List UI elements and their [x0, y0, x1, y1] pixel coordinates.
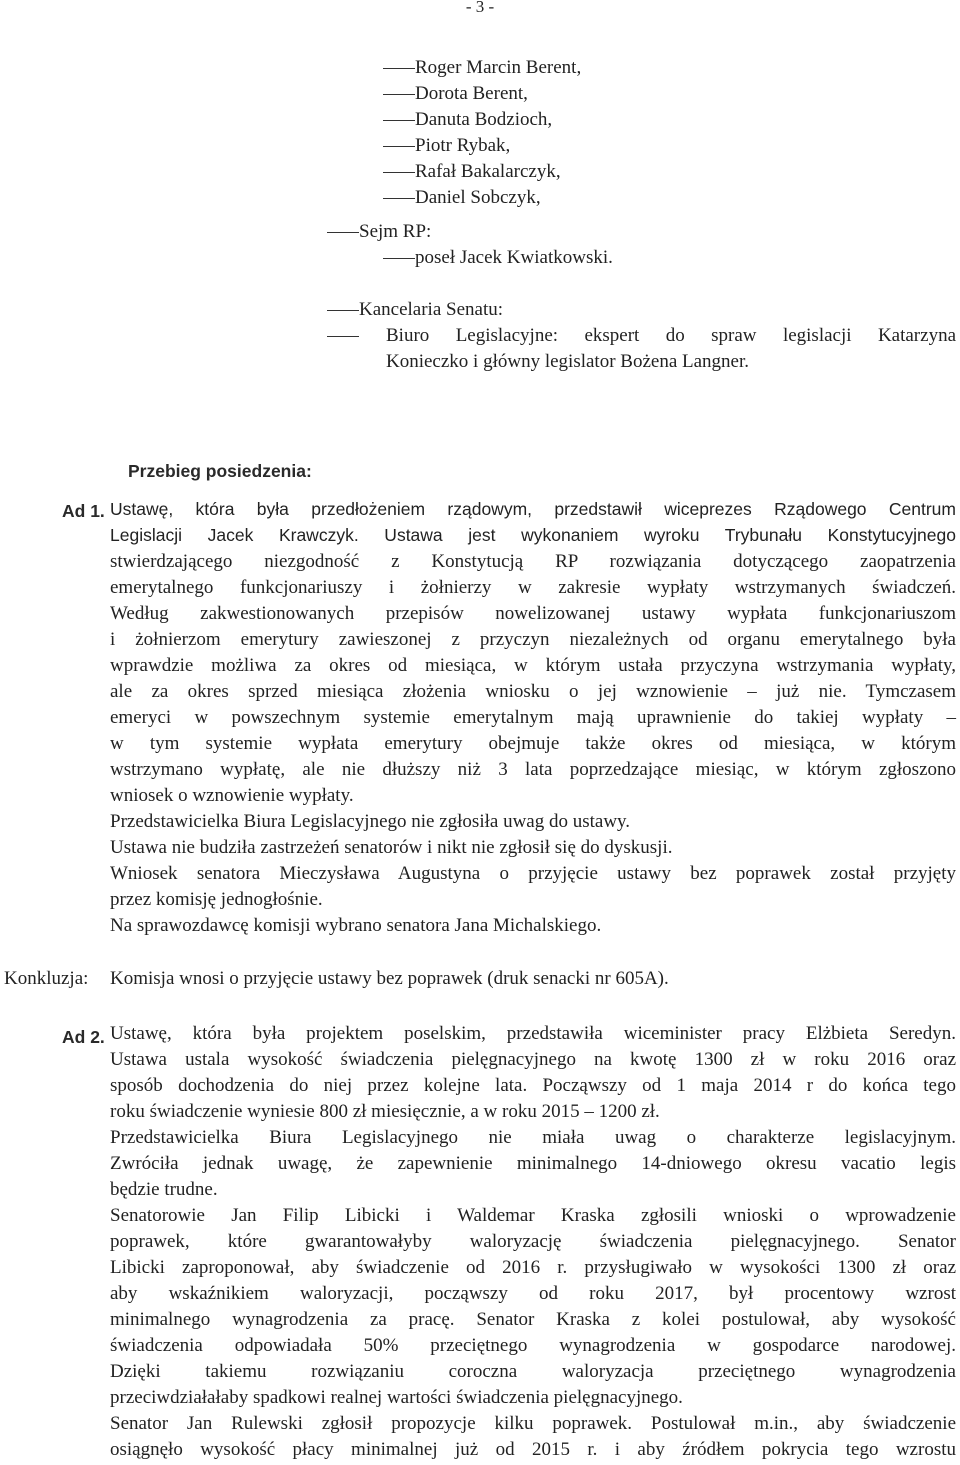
dash-bullet — [383, 258, 415, 259]
list-item — [383, 107, 552, 133]
dash-bullet — [383, 68, 415, 69]
paragraph-line: przeciwdziałałaby spadkowi realnej wartości świadczenia pielęgnacyjnego. — [110, 1387, 683, 1408]
paragraph-line: i żołnierzom emerytury zawieszonej z przyczyn niezależnych od organu emerytalnego była — [110, 629, 956, 650]
paragraph-line: wstrzymano wypłatę, ale nie dłuższy niż 3 lata poprzedzające miesiąc, w którym zgłoszono — [110, 759, 956, 780]
conclusion-label: Konkluzja: — [4, 968, 89, 989]
dash-bullet — [383, 146, 415, 147]
paragraph-line: wprawdzie możliwa za okres od miesiąca, w którym ustała przyczyna wstrzymania wypłaty, — [110, 655, 956, 676]
dash-bullet — [383, 120, 415, 121]
biuro-line: Biuro Legislacyjne: ekspert do spraw legislacji Katarzyna — [386, 325, 956, 346]
list-item — [383, 185, 541, 211]
paragraph-line: wniosek o wznowienie wypłaty. — [110, 785, 354, 806]
paragraph-line: poprawek, które gwarantowałyby waloryzację świadczenia pielęgnacyjnego. Senator — [110, 1231, 956, 1252]
paragraph-line: Przedstawicielka Biura Legislacyjnego nie miała uwag o charakterze legislacyjnym. — [110, 1127, 956, 1148]
paragraph-line: Libicki zaproponował, aby świadczenie od 2016 r. przysługiwało w wysokości 1300 zł oraz — [110, 1257, 956, 1278]
paragraph-line: minimalnego wynagrodzenia za pracę. Senator Kraska z kolei postulował, aby wysokość — [110, 1309, 956, 1330]
senator-name: Roger Marcin Berent, — [415, 57, 582, 78]
paragraph-line: roku świadczenie wyniesie 800 zł miesięcznie, a w roku 2015 – 1200 zł. — [110, 1101, 660, 1122]
paragraph-line: Ustawę, która była przedłożeniem rządowym, przedstawił wiceprezes Rządowego Centrum — [110, 499, 956, 519]
sejm-label: Sejm RP: — [359, 221, 432, 242]
ad2-body — [110, 1021, 956, 1463]
paragraph-line: emerytalnego funkcjonariuszy i żołnierzy w zakresie wypłaty wstrzymanych świadczeń. — [110, 577, 956, 598]
paragraph-line: Ustawę, która była projektem poselskim, przedstawiła wiceminister pracy Elżbieta Seredyn. — [110, 1023, 956, 1044]
conclusion-text: Komisja wnosi o przyjęcie ustawy bez poprawek (druk senacki nr 605A). — [110, 968, 669, 989]
list-item-continuation — [386, 349, 749, 375]
paragraph-line: będzie trudne. — [110, 1179, 218, 1200]
paragraph-line: Ustawa nie budziła zastrzeżeń senatorów i nikt nie zgłosił się do dyskusji. — [110, 837, 673, 858]
ad2-label: Ad 2. — [62, 1027, 105, 1047]
senator-name: Daniel Sobczyk, — [415, 187, 541, 208]
paragraph-line: stwierdzającego niezgodność z Konstytucją RP rozwiązania dotyczącego zaopatrzenia — [110, 551, 956, 572]
kancelaria-label: Kancelaria Senatu: — [359, 299, 504, 320]
paragraph-line: Senator Jan Rulewski zgłosił propozycje kilku poprawek. Postulował m.in., aby świadczenie — [110, 1413, 956, 1434]
dash-bullet — [327, 310, 359, 311]
paragraph-line: emeryci w powszechnym systemie emerytalnym mają uprawnienie do takiej wypłaty – — [110, 707, 956, 728]
dash-bullet — [383, 94, 415, 95]
list-item — [327, 219, 431, 245]
paragraph-line: Według zakwestionowanych przepisów nowelizowanej ustawy wypłata funkcjonariuszom — [110, 603, 956, 624]
ad1-body — [110, 496, 956, 939]
paragraph-line: Dzięki takiemu rozwiązaniu coroczna waloryzacja przeciętnego wynagrodzenia — [110, 1361, 956, 1382]
dash-bullet — [327, 336, 359, 337]
page-number: - 3 - — [465, 0, 495, 16]
list-item — [383, 81, 528, 107]
paragraph-line: świadczenia odpowiadała 50% przeciętnego wynagrodzenia w gospodarce narodowej. — [110, 1335, 956, 1356]
list-item — [383, 55, 581, 81]
senator-name: Piotr Rybak, — [415, 135, 511, 156]
dash-bullet — [327, 232, 359, 233]
paragraph-line: w tym systemie wypłata emerytury obejmuje także okres od miesiąca, w którym — [110, 733, 956, 754]
paragraph-line: Senatorowie Jan Filip Libicki i Waldemar Kraska zgłosili wnioski o wprowadzenie — [110, 1205, 956, 1226]
paragraph-line: Na sprawozdawcę komisji wybrano senatora Jana Michalskiego. — [110, 915, 602, 936]
list-item — [383, 245, 613, 271]
list-item — [383, 133, 510, 159]
list-item — [327, 297, 503, 323]
biuro-line: Konieczko i główny legislator Bożena Langner. — [386, 351, 750, 372]
list-item — [383, 159, 561, 185]
senator-name: Danuta Bodzioch, — [415, 109, 553, 130]
paragraph-line: Zwróciła jednak uwagę, że zapewnienie minimalnego 14-dniowego okresu vacatio legis — [110, 1153, 956, 1174]
senator-name: Rafał Bakalarczyk, — [415, 161, 561, 182]
paragraph-line: Ustawa ustala wysokość świadczenia pielęgnacyjnego na kwotę 1300 zł w roku 2016 oraz — [110, 1049, 956, 1070]
paragraph-line: ale za okres sprzed miesiąca złożenia wniosku o jej wznowienie – już nie. Tymczasem — [110, 681, 956, 702]
sejm-member: poseł Jacek Kwiatkowski. — [415, 247, 613, 268]
dash-bullet — [383, 198, 415, 199]
paragraph-line: osiągnęło wysokość płacy minimalnej już od 2015 r. i aby źródłem pokrycia tego wzrostu — [110, 1439, 956, 1460]
paragraph-line: sposób dochodzenia do niej przez kolejne lata. Począwszy od 1 maja 2014 r do końca tego — [110, 1075, 956, 1096]
dash-bullet — [383, 172, 415, 173]
paragraph-line: przez komisję jednogłośnie. — [110, 889, 323, 910]
section-heading: Przebieg posiedzenia: — [128, 461, 312, 481]
line-text: Legislacji Jacek Krawczyk. Ustawa jest wykonaniem wyroku Trybunału Konstytucyjnego — [110, 525, 956, 545]
paragraph-line: aby wskaźnikiem waloryzacji, począwszy od roku 2017, był procentowy wzrost — [110, 1283, 956, 1304]
ad1-label: Ad 1. — [62, 501, 105, 521]
paragraph-line — [110, 522, 956, 549]
senator-name: Dorota Berent, — [415, 83, 528, 104]
paragraph-line: Wniosek senatora Mieczysława Augustyna o przyjęcie ustawy bez poprawek został przyjęty — [110, 863, 956, 884]
paragraph-line: Przedstawicielka Biura Legislacyjnego nie zgłosiła uwag do ustawy. — [110, 811, 631, 832]
